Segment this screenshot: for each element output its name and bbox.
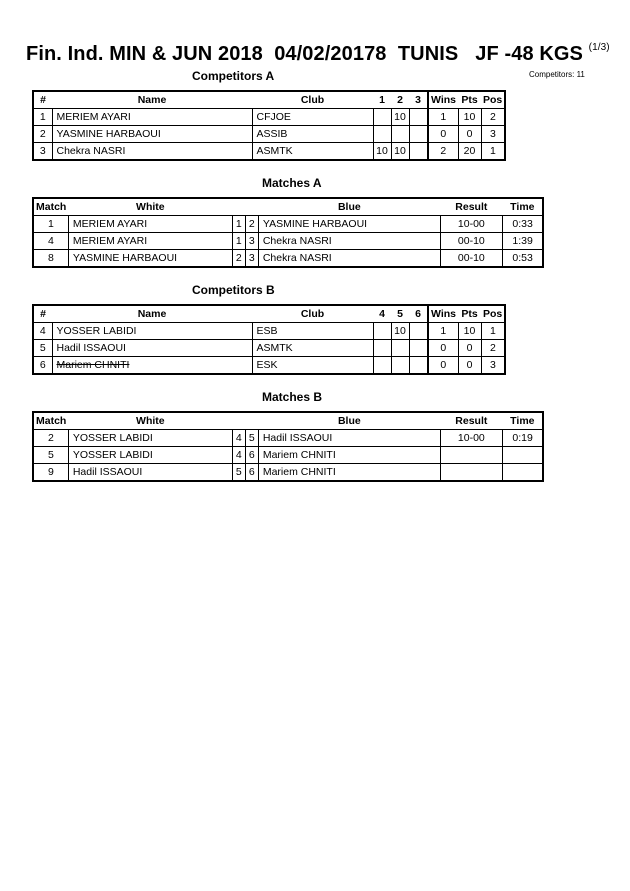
white-number: 4 — [232, 430, 245, 447]
page-title — [26, 43, 610, 66]
match-result: 00-10 — [440, 250, 502, 268]
header-row — [33, 305, 505, 323]
match-time — [502, 464, 543, 482]
blue-competitor: Mariem CHNITI — [258, 464, 440, 482]
column-header: Result — [455, 415, 488, 427]
column-header: White — [136, 415, 165, 427]
white-number: 2 — [232, 250, 245, 268]
score-cell: 10 — [391, 323, 409, 340]
column-header: White — [136, 201, 165, 213]
header-row — [33, 412, 543, 430]
column-header: Name — [137, 94, 167, 106]
blue-number: 5 — [245, 430, 258, 447]
points-cell: 10 — [458, 109, 481, 126]
points-cell: 0 — [458, 126, 481, 143]
column-header: 4 — [379, 308, 385, 320]
match-result — [440, 464, 502, 482]
competitor-row — [33, 109, 505, 126]
column-header: Wins — [428, 305, 458, 323]
score-cell — [373, 340, 391, 357]
blue-competitor: Chekra NASRI — [258, 250, 440, 268]
column-header: 2 — [397, 94, 403, 106]
competitor-name: Mariem CHNITI — [52, 357, 252, 375]
match-result: 10-00 — [440, 216, 502, 233]
competitor-row — [33, 323, 505, 340]
score-cell — [391, 357, 409, 375]
column-header-spacer — [232, 198, 245, 216]
position-cell: 3 — [481, 357, 505, 375]
blue-competitor: YASMINE HARBAOUI — [258, 216, 440, 233]
blue-number: 6 — [245, 464, 258, 482]
column-header: # — [40, 308, 46, 320]
blue-competitor: Mariem CHNITI — [258, 447, 440, 464]
competitor-row — [33, 340, 505, 357]
wins-cell: 0 — [428, 126, 458, 143]
column-header: # — [40, 94, 46, 106]
competitor-club: ESK — [252, 357, 373, 375]
score-cell — [409, 126, 428, 143]
column-header: Name — [137, 308, 167, 320]
column-header: Wins — [428, 91, 458, 109]
competitor-row — [33, 143, 505, 161]
competitor-number: 5 — [33, 340, 52, 357]
column-header: Result — [455, 201, 488, 213]
match-number: 8 — [33, 250, 68, 268]
match-number: 2 — [33, 430, 68, 447]
blue-competitor: Hadil ISSAOUI — [258, 430, 440, 447]
score-cell — [373, 109, 391, 126]
page-indicator: (1/3) — [588, 42, 610, 53]
competitors-b-table — [32, 304, 506, 375]
wins-cell: 1 — [428, 109, 458, 126]
match-row — [33, 430, 543, 447]
column-header: Pos — [483, 94, 503, 106]
score-cell — [409, 143, 428, 161]
score-cell — [409, 109, 428, 126]
points-cell: 0 — [458, 357, 481, 375]
competitor-club: ESB — [252, 323, 373, 340]
position-cell: 2 — [481, 109, 505, 126]
white-competitor: MERIEM AYARI — [68, 233, 232, 250]
match-number: 4 — [33, 233, 68, 250]
match-row — [33, 216, 543, 233]
column-header: Club — [300, 308, 325, 320]
match-result: 00-10 — [440, 233, 502, 250]
column-header: 5 — [397, 308, 403, 320]
wins-cell: 2 — [428, 143, 458, 161]
position-cell: 2 — [481, 340, 505, 357]
score-cell: 10 — [391, 109, 409, 126]
white-competitor: YOSSER LABIDI — [68, 430, 232, 447]
competitor-name: Chekra NASRI — [52, 143, 252, 161]
white-number: 5 — [232, 464, 245, 482]
column-header: Match — [36, 201, 67, 213]
score-cell — [373, 357, 391, 375]
matches-b-table — [32, 411, 544, 482]
column-header: 6 — [415, 308, 421, 320]
score-cell — [409, 323, 428, 340]
column-header: Pts — [461, 94, 478, 106]
position-cell: 1 — [481, 323, 505, 340]
competitors-b-title: Competitors B — [192, 283, 275, 297]
column-header: 1 — [379, 94, 385, 106]
match-result: 10-00 — [440, 430, 502, 447]
competitor-number: 1 — [33, 109, 52, 126]
white-number: 4 — [232, 447, 245, 464]
column-header: Club — [300, 94, 325, 106]
score-cell — [373, 126, 391, 143]
competitors-a-table — [32, 90, 506, 161]
match-number: 5 — [33, 447, 68, 464]
white-competitor: YOSSER LABIDI — [68, 447, 232, 464]
header-row — [33, 198, 543, 216]
competitor-name: YASMINE HARBAOUI — [52, 126, 252, 143]
competitor-number: 3 — [33, 143, 52, 161]
competitor-row — [33, 357, 505, 375]
column-header-spacer — [245, 412, 258, 430]
matches-b-title: Matches B — [262, 390, 323, 404]
match-row — [33, 464, 543, 482]
blue-competitor: Chekra NASRI — [258, 233, 440, 250]
competitor-number: 4 — [33, 323, 52, 340]
match-time: 0:53 — [502, 250, 543, 268]
column-header-spacer — [232, 412, 245, 430]
competitor-name: MERIEM AYARI — [52, 109, 252, 126]
match-number: 9 — [33, 464, 68, 482]
matches-a-title: Matches A — [262, 176, 322, 190]
column-header: Pos — [483, 308, 503, 320]
column-header: 3 — [415, 94, 421, 106]
blue-number: 2 — [245, 216, 258, 233]
white-number: 1 — [232, 216, 245, 233]
title-text: Fin. Ind. MIN & JUN 2018 04/02/20178 TUNIS JF -48 KGS — [26, 43, 583, 65]
points-cell: 0 — [458, 340, 481, 357]
score-cell — [391, 126, 409, 143]
match-row — [33, 250, 543, 268]
score-cell: 10 — [373, 143, 391, 161]
competitor-club: ASSIB — [252, 126, 373, 143]
competitor-number: 2 — [33, 126, 52, 143]
blue-number: 3 — [245, 250, 258, 268]
competitor-row — [33, 126, 505, 143]
competitors-count: Competitors: 11 — [529, 70, 585, 79]
match-number: 1 — [33, 216, 68, 233]
match-result — [440, 447, 502, 464]
column-header: Blue — [337, 201, 361, 213]
blue-number: 6 — [245, 447, 258, 464]
column-header: Pts — [461, 308, 478, 320]
score-cell — [409, 357, 428, 375]
competitor-name: YOSSER LABIDI — [52, 323, 252, 340]
white-competitor: Hadil ISSAOUI — [68, 464, 232, 482]
match-row — [33, 447, 543, 464]
blue-number: 3 — [245, 233, 258, 250]
wins-cell: 0 — [428, 357, 458, 375]
header-row — [33, 91, 505, 109]
competitor-number: 6 — [33, 357, 52, 375]
match-time — [502, 447, 543, 464]
match-row — [33, 233, 543, 250]
competitor-club: CFJOE — [252, 109, 373, 126]
wins-cell: 0 — [428, 340, 458, 357]
match-time: 0:33 — [502, 216, 543, 233]
competitors-a-title: Competitors A — [192, 69, 275, 83]
competitor-club: ASMTK — [252, 340, 373, 357]
competitor-name: Hadil ISSAOUI — [52, 340, 252, 357]
points-cell: 20 — [458, 143, 481, 161]
white-competitor: YASMINE HARBAOUI — [68, 250, 232, 268]
column-header: Time — [510, 201, 535, 213]
score-cell — [409, 340, 428, 357]
position-cell: 3 — [481, 126, 505, 143]
match-time: 1:39 — [502, 233, 543, 250]
wins-cell: 1 — [428, 323, 458, 340]
column-header: Blue — [337, 415, 361, 427]
column-header: Match — [36, 415, 67, 427]
white-number: 1 — [232, 233, 245, 250]
position-cell: 1 — [481, 143, 505, 161]
column-header: Time — [510, 415, 535, 427]
white-competitor: MERIEM AYARI — [68, 216, 232, 233]
column-header-spacer — [245, 198, 258, 216]
score-cell: 10 — [391, 143, 409, 161]
score-cell — [391, 340, 409, 357]
matches-a-table — [32, 197, 544, 268]
competitor-club: ASMTK — [252, 143, 373, 161]
points-cell: 10 — [458, 323, 481, 340]
score-cell — [373, 323, 391, 340]
match-time: 0:19 — [502, 430, 543, 447]
